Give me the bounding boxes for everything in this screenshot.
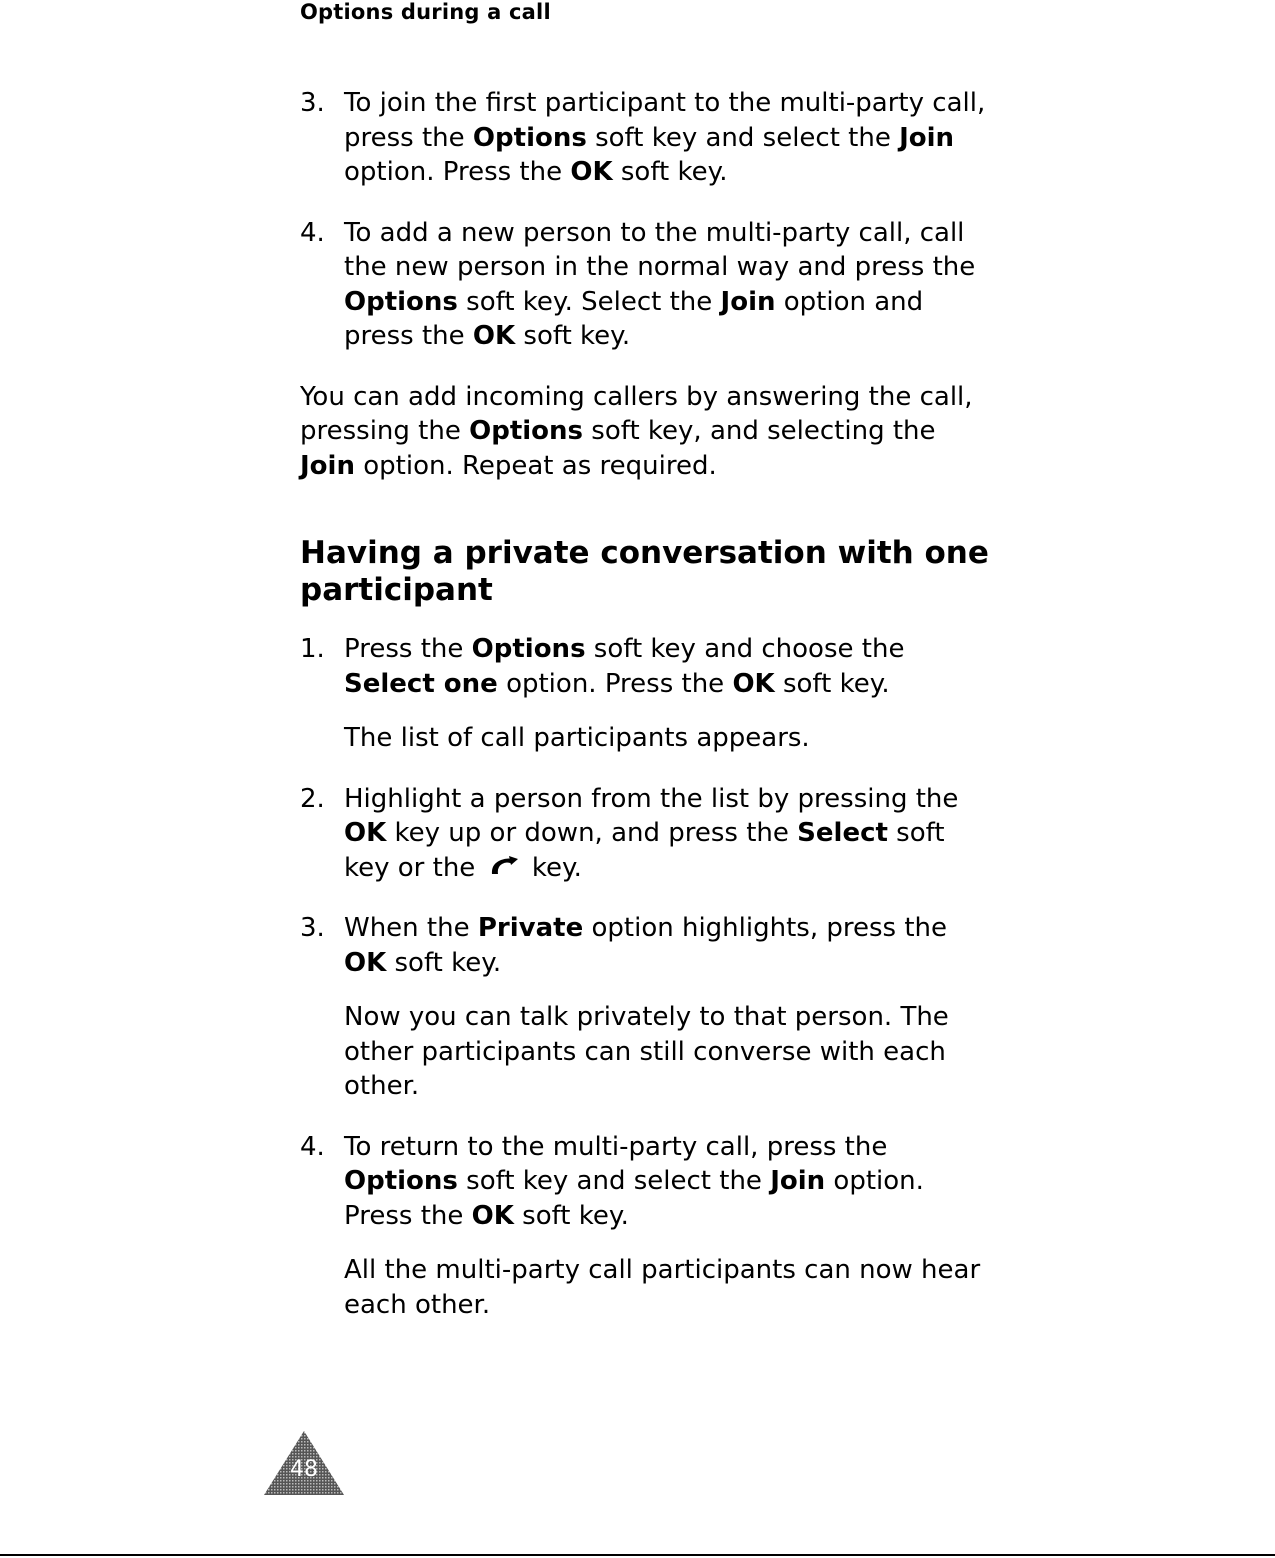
bold-term: OK — [570, 157, 613, 187]
text-run: soft key. — [513, 1200, 629, 1231]
bold-term: Select one — [344, 668, 498, 699]
text-run: To join the first participant to the multi-party call, press the — [344, 88, 986, 153]
text-run: option. Press the — [497, 668, 733, 699]
text-run: To return to the multi-party call, press the — [344, 1131, 888, 1162]
bold-term: Options — [472, 122, 587, 153]
step-text — [344, 632, 990, 701]
step-item — [300, 1130, 990, 1323]
bold-term: OK — [472, 321, 516, 351]
page-content — [300, 86, 990, 1348]
text-run: option. Repeat as required. — [354, 450, 717, 481]
step-item — [300, 86, 990, 190]
step-body — [344, 1130, 990, 1323]
bold-term: OK — [471, 1200, 514, 1231]
step-item — [300, 216, 990, 354]
text-run: soft key or the — [344, 818, 945, 883]
text-run: option. Press the — [344, 1166, 924, 1231]
step-item — [300, 632, 990, 756]
text-run: soft key and choose the — [585, 634, 905, 664]
page-header: Options during a call — [300, 0, 551, 24]
step-number: 4. — [300, 1131, 325, 1162]
bold-term: OK — [732, 668, 775, 699]
step-note: All the multi-party call participants can now hear each other. — [344, 1255, 981, 1320]
text-run: soft key. — [386, 947, 502, 978]
text-run: Press the — [344, 634, 472, 664]
bold-term: Join — [720, 286, 776, 317]
text-run: To add a new person to the multi-party call, call the new person in the normal way and press the — [344, 217, 976, 282]
section-heading: Having a private conversation with one participant — [300, 535, 989, 608]
text-run: soft key and select the — [457, 1166, 771, 1197]
text-run: option highlights, press the — [583, 913, 947, 944]
step-number: 3. — [300, 88, 325, 118]
steps-list-join — [300, 86, 990, 354]
step-item — [300, 782, 990, 886]
bold-term: Join — [770, 1166, 826, 1197]
steps-list-private — [300, 632, 990, 1322]
text-run: key up or down, and press the — [386, 818, 798, 848]
bold-term: Options — [471, 634, 586, 664]
step-body — [344, 782, 990, 886]
step-text — [344, 86, 990, 190]
step-text — [344, 1130, 990, 1234]
text-run: soft key. Select the — [457, 286, 721, 317]
step-body — [344, 216, 990, 354]
step-item — [300, 911, 990, 1104]
text-run: soft key and select the — [586, 122, 900, 153]
text-run: soft key. — [515, 321, 631, 351]
bottom-rule — [0, 1554, 1275, 1556]
text-run: option. Press the — [344, 157, 571, 187]
page-number-badge — [262, 1429, 346, 1497]
text-run: soft key. — [774, 668, 890, 699]
text-run: You can add incoming callers by answering the call, pressing the — [300, 381, 973, 446]
step-note: The list of call participants appears. — [344, 723, 810, 753]
text-run: key. — [523, 852, 582, 883]
step-body — [344, 911, 990, 1104]
incoming-callers-paragraph — [300, 380, 990, 484]
text-run: soft key, and selecting the — [583, 416, 936, 446]
step-text — [344, 911, 990, 980]
bold-term: Join — [899, 122, 955, 153]
bold-term: OK — [344, 818, 387, 848]
step-text — [344, 216, 990, 354]
text-run: When the — [344, 913, 478, 944]
step-body — [344, 632, 990, 756]
step-number: 1. — [300, 634, 325, 664]
bold-term: Select — [797, 818, 888, 848]
step-text — [344, 782, 990, 886]
text-run: Highlight a person from the list by pressing the — [344, 783, 959, 814]
page-number: 48 — [290, 1457, 318, 1482]
step-note: Now you can talk privately to that person. The other participants can still converse with each other. — [344, 1002, 949, 1102]
bold-term: Private — [477, 913, 584, 944]
call-send-icon — [484, 851, 524, 886]
text-run: option and press the — [344, 286, 924, 351]
bold-term: Options — [469, 416, 584, 446]
step-number: 4. — [300, 217, 325, 248]
text-run: soft key. — [612, 157, 728, 187]
step-body — [344, 86, 990, 190]
bold-term: Options — [344, 1166, 458, 1197]
step-number: 3. — [300, 913, 325, 944]
bold-term: Options — [344, 286, 458, 317]
bold-term: OK — [344, 947, 387, 978]
bold-term: Join — [300, 450, 355, 481]
step-number: 2. — [300, 783, 325, 814]
